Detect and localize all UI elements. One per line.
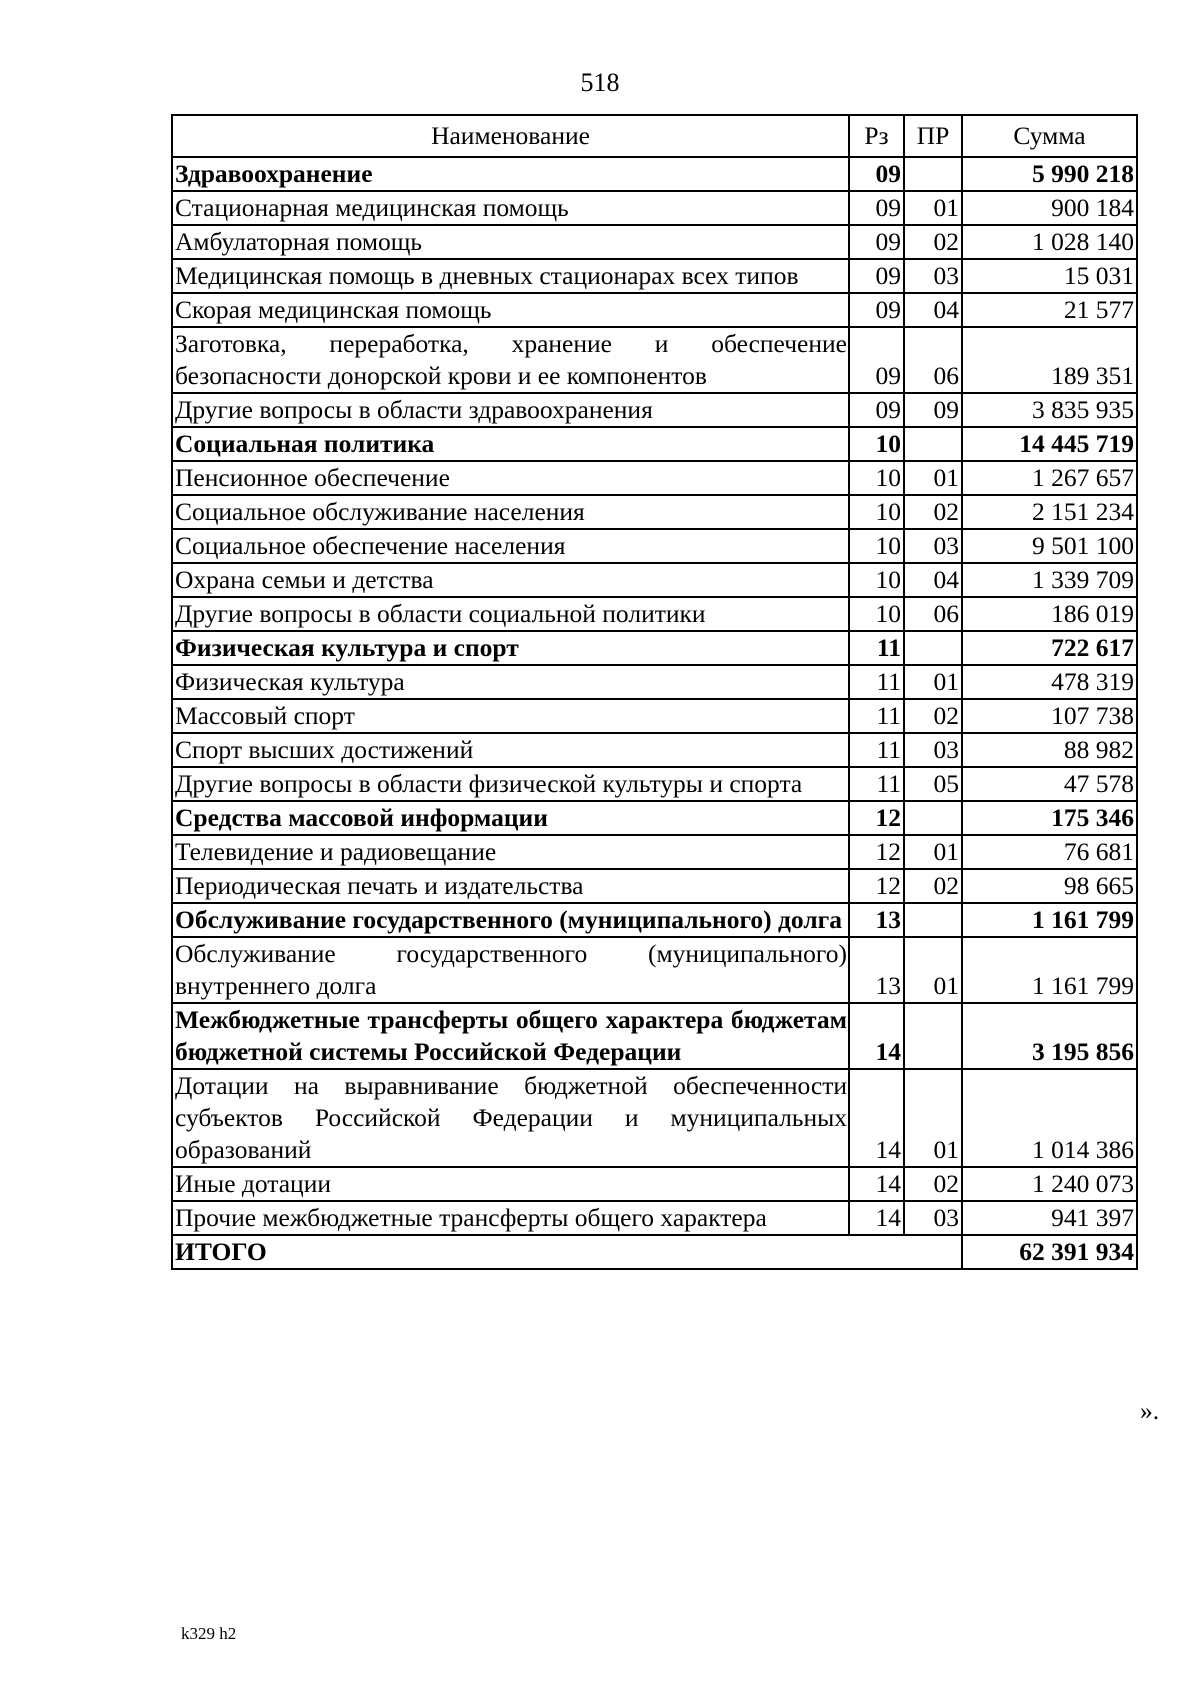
row-name: Охрана семьи и детства [172,563,849,597]
row-rz: 12 [849,869,904,903]
row-sum: 3 195 856 [962,1003,1137,1069]
table-header-row [172,115,1137,157]
row-name: Иные дотации [172,1167,849,1201]
row-name: Физическая культура [172,665,849,699]
closing-quote: ». [1140,1396,1160,1425]
row-rz: 09 [849,225,904,259]
row-pr: 03 [904,259,962,293]
row-pr [904,427,962,461]
row-rz: 11 [849,767,904,801]
row-sum: 107 738 [962,699,1137,733]
row-name: Другие вопросы в области социальной политики [172,597,849,631]
row-pr: 01 [904,1069,962,1167]
row-rz: 09 [849,259,904,293]
row-rz: 12 [849,835,904,869]
row-rz: 10 [849,461,904,495]
row-pr [904,903,962,937]
row-name: Средства массовой информации [172,801,849,835]
row-pr: 06 [904,327,962,393]
row-rz: 13 [849,903,904,937]
row-sum: 900 184 [962,191,1137,225]
row-pr: 01 [904,461,962,495]
row-rz: 14 [849,1167,904,1201]
row-sum: 47 578 [962,767,1137,801]
row-pr: 01 [904,665,962,699]
row-name: Обслуживание государственного (муниципального) долга [172,903,849,937]
row-name: Телевидение и радиовещание [172,835,849,869]
row-rz: 11 [849,631,904,665]
row-rz: 14 [849,1069,904,1167]
row-rz: 14 [849,1003,904,1069]
row-rz: 11 [849,733,904,767]
table-row [172,597,1137,631]
table-row [172,529,1137,563]
table-row [172,937,1137,1003]
section-row [172,427,1137,461]
row-sum: 3 835 935 [962,393,1137,427]
row-pr: 06 [904,597,962,631]
table-row [172,1069,1137,1167]
row-name: Медицинская помощь в дневных стационарах всех типов [172,259,849,293]
row-sum: 1 014 386 [962,1069,1137,1167]
row-rz: 13 [849,937,904,1003]
row-name: Здравоохранение [172,157,849,191]
row-sum: 21 577 [962,293,1137,327]
row-rz: 09 [849,157,904,191]
row-rz: 09 [849,293,904,327]
header-pr: ПР [904,115,962,157]
table-row [172,259,1137,293]
row-rz: 10 [849,597,904,631]
header-name: Наименование [172,115,849,157]
row-pr: 02 [904,869,962,903]
row-pr [904,157,962,191]
row-sum: 1 240 073 [962,1167,1137,1201]
row-pr: 04 [904,563,962,597]
row-name: Амбулаторная помощь [172,225,849,259]
row-pr: 05 [904,767,962,801]
row-sum: 722 617 [962,631,1137,665]
row-pr: 01 [904,835,962,869]
table-row [172,699,1137,733]
footer-code: k329 h2 [181,1624,237,1643]
section-row [172,801,1137,835]
row-pr [904,1003,962,1069]
row-rz: 12 [849,801,904,835]
row-pr [904,631,962,665]
table-row [172,835,1137,869]
table-row [172,563,1137,597]
row-pr: 04 [904,293,962,327]
row-pr: 03 [904,1201,962,1235]
row-name: Социальное обслуживание населения [172,495,849,529]
row-sum: 186 019 [962,597,1137,631]
header-sum: Сумма [962,115,1137,157]
total-sum: 62 391 934 [962,1235,1137,1269]
row-name: Обслуживание государственного (муниципального) внутреннего долга [172,937,849,1003]
row-rz: 09 [849,191,904,225]
row-rz: 10 [849,495,904,529]
table-row [172,225,1137,259]
row-name: Межбюджетные трансферты общего характера бюджетам бюджетной системы Российской Федерации [172,1003,849,1069]
row-sum: 1 267 657 [962,461,1137,495]
row-sum: 2 151 234 [962,495,1137,529]
row-sum: 478 319 [962,665,1137,699]
row-name: Другие вопросы в области здравоохранения [172,393,849,427]
row-name: Пенсионное обеспечение [172,461,849,495]
row-rz: 10 [849,427,904,461]
row-pr: 03 [904,529,962,563]
section-row [172,903,1137,937]
row-sum: 189 351 [962,327,1137,393]
header-rz: Рз [849,115,904,157]
row-rz: 09 [849,327,904,393]
row-sum: 1 339 709 [962,563,1137,597]
total-row [172,1235,1137,1269]
page-number: 518 [580,68,620,97]
row-sum: 98 665 [962,869,1137,903]
table-row [172,1201,1137,1235]
row-sum: 88 982 [962,733,1137,767]
row-rz: 11 [849,665,904,699]
table-row [172,733,1137,767]
row-name: Другие вопросы в области физической культуры и спорта [172,767,849,801]
row-sum: 175 346 [962,801,1137,835]
row-pr [904,801,962,835]
row-rz: 14 [849,1201,904,1235]
row-rz: 10 [849,529,904,563]
table-row [172,461,1137,495]
row-name: Социальная политика [172,427,849,461]
row-sum: 1 028 140 [962,225,1137,259]
row-name: Социальное обеспечение населения [172,529,849,563]
row-rz: 11 [849,699,904,733]
row-sum: 15 031 [962,259,1137,293]
row-pr: 02 [904,1167,962,1201]
row-name: Физическая культура и спорт [172,631,849,665]
budget-table [171,114,1138,1270]
row-sum: 76 681 [962,835,1137,869]
row-sum: 1 161 799 [962,903,1137,937]
row-name: Периодическая печать и издательства [172,869,849,903]
section-row [172,1003,1137,1069]
total-label: ИТОГО [172,1235,962,1269]
table-row [172,393,1137,427]
table-row [172,1167,1137,1201]
row-pr: 01 [904,191,962,225]
row-pr: 02 [904,699,962,733]
section-row [172,157,1137,191]
row-sum: 941 397 [962,1201,1137,1235]
row-pr: 02 [904,225,962,259]
table-row [172,495,1137,529]
table-row [172,665,1137,699]
row-rz: 10 [849,563,904,597]
table-row [172,767,1137,801]
table-row [172,327,1137,393]
row-sum: 1 161 799 [962,937,1137,1003]
row-pr: 03 [904,733,962,767]
row-sum: 5 990 218 [962,157,1137,191]
row-name: Спорт высших достижений [172,733,849,767]
table-row [172,293,1137,327]
row-sum: 14 445 719 [962,427,1137,461]
row-name: Массовый спорт [172,699,849,733]
table-body [172,157,1137,1235]
row-rz: 09 [849,393,904,427]
row-name: Прочие межбюджетные трансферты общего характера [172,1201,849,1235]
row-name: Скорая медицинская помощь [172,293,849,327]
row-name: Заготовка, переработка, хранение и обеспечение безопасности донорской крови и ее компонентов [172,327,849,393]
row-name: Стационарная медицинская помощь [172,191,849,225]
row-pr: 09 [904,393,962,427]
row-name: Дотации на выравнивание бюджетной обеспеченности субъектов Российской Федерации и муниципальных образований [172,1069,849,1167]
section-row [172,631,1137,665]
table-row [172,869,1137,903]
table-row [172,191,1137,225]
row-pr: 01 [904,937,962,1003]
row-pr: 02 [904,495,962,529]
row-sum: 9 501 100 [962,529,1137,563]
